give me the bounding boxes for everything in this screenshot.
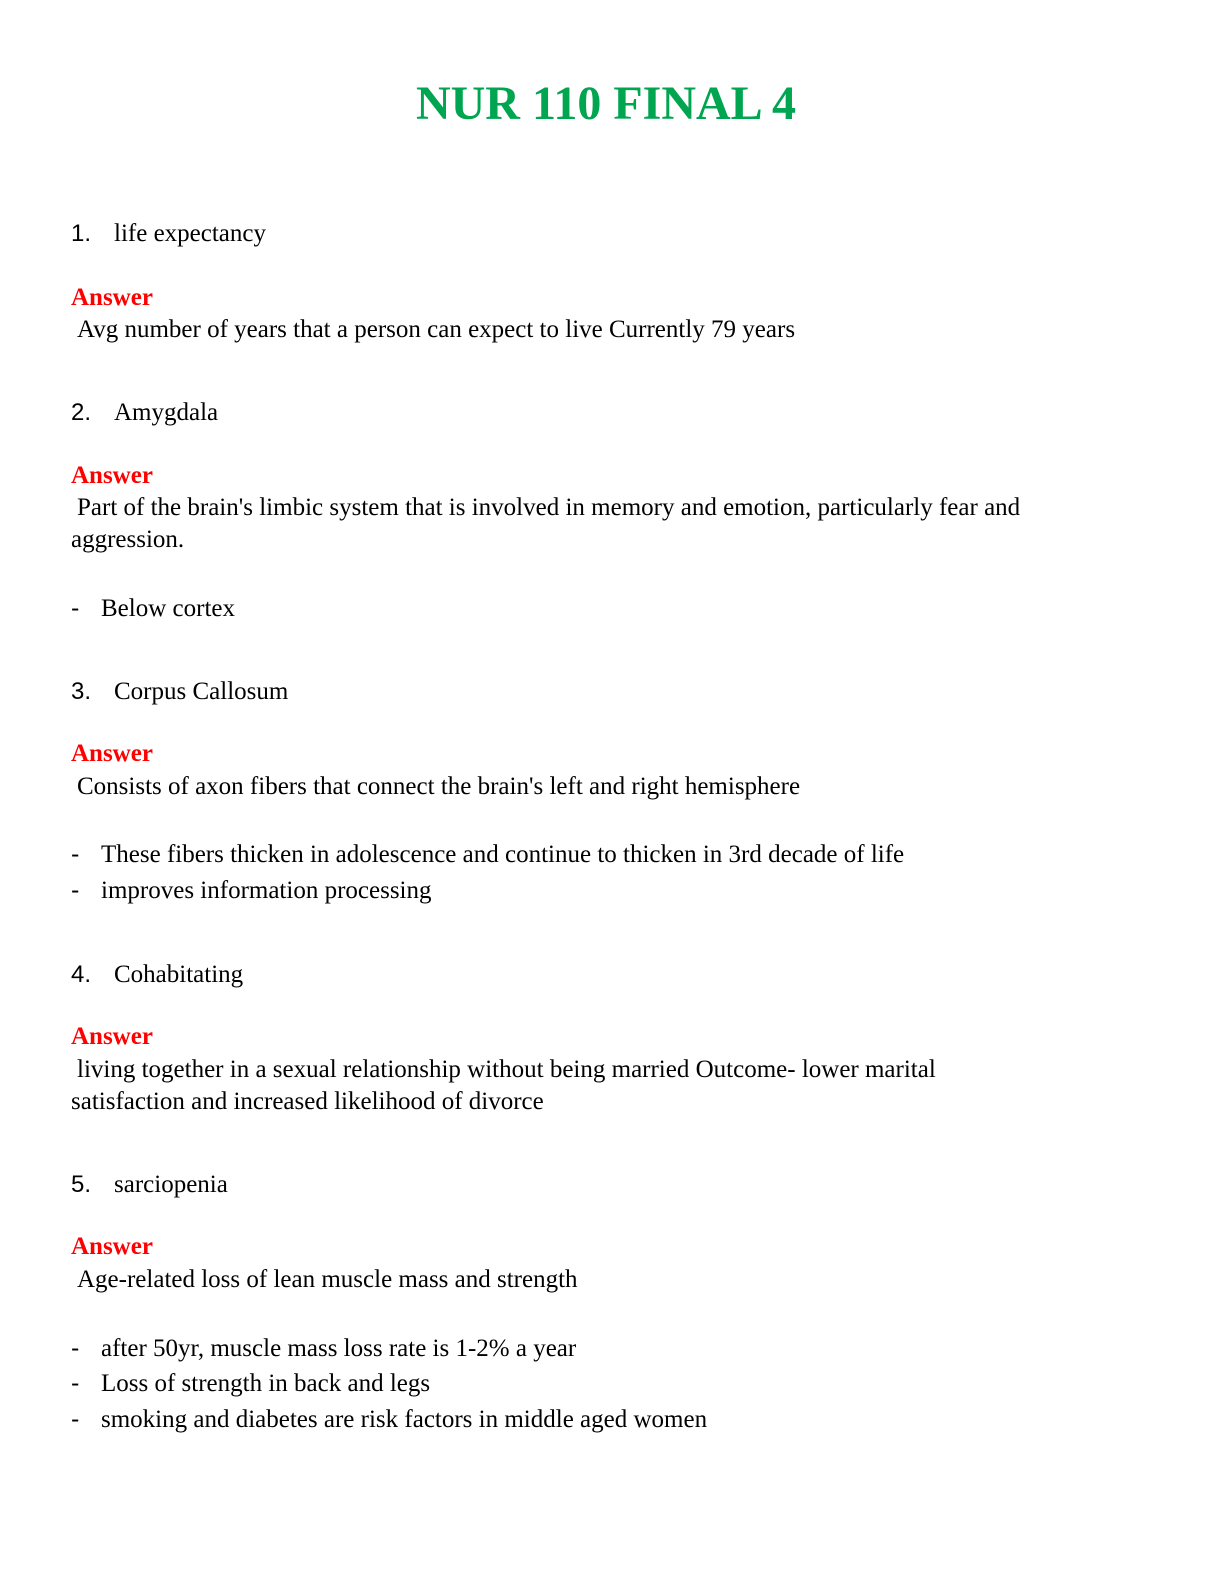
bullet-text: Loss of strength in back and legs <box>101 1370 431 1397</box>
answer-label: Answer <box>71 284 153 311</box>
bullet-dash: - <box>71 1369 80 1397</box>
question-5 <box>71 1169 228 1201</box>
question-term: Corpus Callosum <box>114 678 289 705</box>
answer-text <box>71 1054 1051 1118</box>
bullet-text: after 50yr, muscle mass loss rate is 1-2% a year <box>101 1335 577 1362</box>
bullet-item <box>71 874 432 907</box>
question-number: 5. <box>71 1171 92 1198</box>
answer-text-content: Age-related loss of lean muscle mass and strength <box>77 1266 578 1293</box>
bullet-item <box>71 838 904 871</box>
bullet-text: improves information processing <box>101 877 432 904</box>
answer-text <box>71 1264 1131 1296</box>
question-term: Cohabitating <box>114 961 244 988</box>
question-number: 2. <box>71 399 92 426</box>
question-term: sarciopenia <box>114 1171 228 1198</box>
answer-text-content: living together in a sexual relationship without being married Outcome- lower marital satisfaction and increased likelihood of divorce <box>71 1056 936 1115</box>
answer-text <box>71 314 1131 346</box>
answer-label: Answer <box>71 1233 153 1260</box>
question-1 <box>71 218 266 250</box>
answer-text <box>71 492 1131 556</box>
bullet-dash: - <box>71 876 80 904</box>
question-term: life expectancy <box>114 220 266 247</box>
question-number: 4. <box>71 961 92 988</box>
question-4 <box>71 959 243 991</box>
question-number: 1. <box>71 220 92 247</box>
answer-label: Answer <box>71 462 153 489</box>
bullet-dash: - <box>71 1334 80 1362</box>
bullet-dash: - <box>71 594 80 622</box>
question-term: Amygdala <box>114 399 219 426</box>
answer-text-content: Part of the brain's limbic system that is involved in memory and emotion, particularly fear and aggression. <box>71 494 1021 553</box>
bullet-text: These fibers thicken in adolescence and continue to thicken in 3rd decade of life <box>101 841 905 868</box>
bullet-text: Below cortex <box>101 595 235 622</box>
question-number: 3. <box>71 678 92 705</box>
answer-text-content: Avg number of years that a person can expect to live Currently 79 years <box>77 316 796 343</box>
answer-label: Answer <box>71 740 153 767</box>
question-2 <box>71 397 218 429</box>
bullet-item <box>71 1367 430 1400</box>
answer-text-content: Consists of axon fibers that connect the brain's left and right hemisphere <box>77 773 801 800</box>
bullet-dash: - <box>71 1405 80 1433</box>
answer-text <box>71 771 1131 803</box>
bullet-item <box>71 592 235 625</box>
answer-label: Answer <box>71 1023 153 1050</box>
bullet-dash: - <box>71 840 80 868</box>
question-3 <box>71 676 288 708</box>
bullet-item <box>71 1332 576 1365</box>
bullet-item <box>71 1403 707 1436</box>
bullet-text: smoking and diabetes are risk factors in middle aged women <box>101 1406 708 1433</box>
page-title: NUR 110 FINAL 4 <box>415 77 797 130</box>
